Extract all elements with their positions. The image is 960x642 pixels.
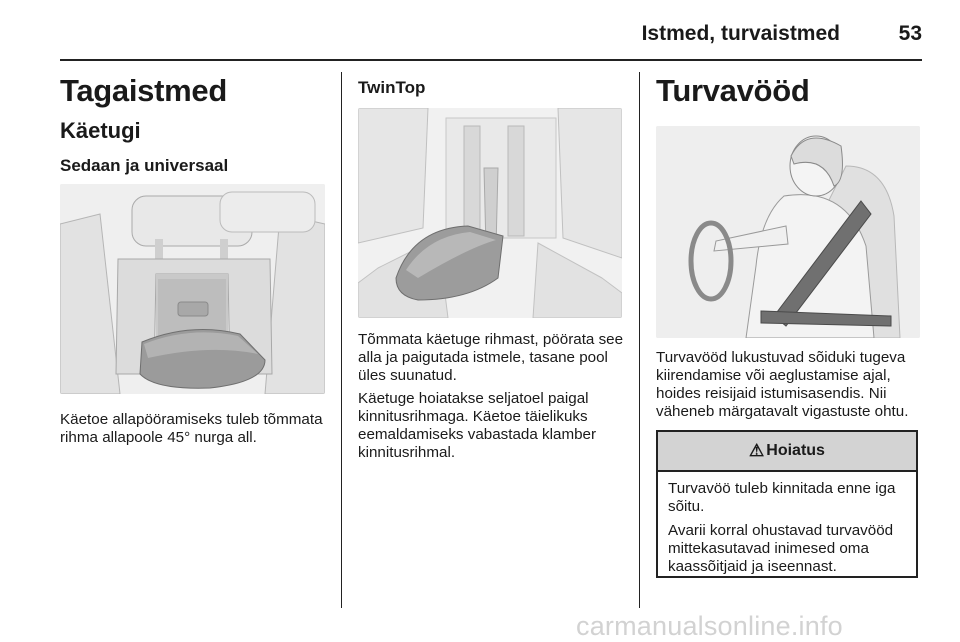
armrest-sedan-illustration	[60, 184, 325, 394]
sedan-armrest-instruction: Käetoe allapööramiseks tuleb tõmmata rihma allapoole 45° nurga all.	[60, 411, 323, 446]
header-divider	[60, 59, 922, 61]
warning-paragraph-2: Avarii korral ohustavad turvavööd mittekasutavad inimesed oma kaassõitjaid ja iseennast.	[668, 522, 894, 575]
twintop-paragraph-1: Tõmmata käetuge rihmast, pöörata see alla ja paigutada istmele, tasane pool üles suunatud.	[358, 331, 624, 384]
column-divider-left	[341, 72, 342, 608]
warning-box	[656, 430, 918, 578]
warning-header	[658, 432, 916, 472]
warning-triangle-icon: ⚠	[749, 441, 765, 460]
column-divider-right	[639, 72, 640, 608]
section-heading-rear-seats: Tagaistmed	[60, 73, 227, 108]
warning-title: Hoiatus	[766, 442, 825, 459]
watermark: carmanualsonline.info	[576, 611, 843, 641]
twintop-armrest-instructions	[358, 331, 624, 467]
subsection-heading-twintop: TwinTop	[358, 78, 426, 97]
warning-body	[658, 472, 916, 576]
twintop-paragraph-2: Käetuge hoiatakse seljatoel paigal kinnitusrihmaga. Käetoe täielikuks eemaldamiseks vabastada klamber kinnitusrihmal.	[358, 390, 597, 461]
section-heading-seat-belts: Turvavööd	[656, 73, 810, 108]
subsection-heading-sedan: Sedaan ja universaal	[60, 156, 229, 175]
warning-paragraph-1: Turvavöö tuleb kinnitada enne iga sõitu.	[668, 480, 896, 515]
page-number: 53	[898, 22, 922, 45]
seat-belt-description: Turvavööd lukustuvad sõiduki tugeva kiirendamise või aeglustamise ajal, hoides reisijaid istumisasendis. Nii väheneb märgatavalt vigastuste ohtu.	[656, 349, 909, 420]
armrest-twintop-illustration	[358, 108, 622, 318]
seat-belt-illustration	[656, 126, 920, 338]
subsection-heading-armrest: Käetugi	[60, 118, 141, 143]
page-header-title: Istmed, turvaistmed	[641, 22, 840, 45]
